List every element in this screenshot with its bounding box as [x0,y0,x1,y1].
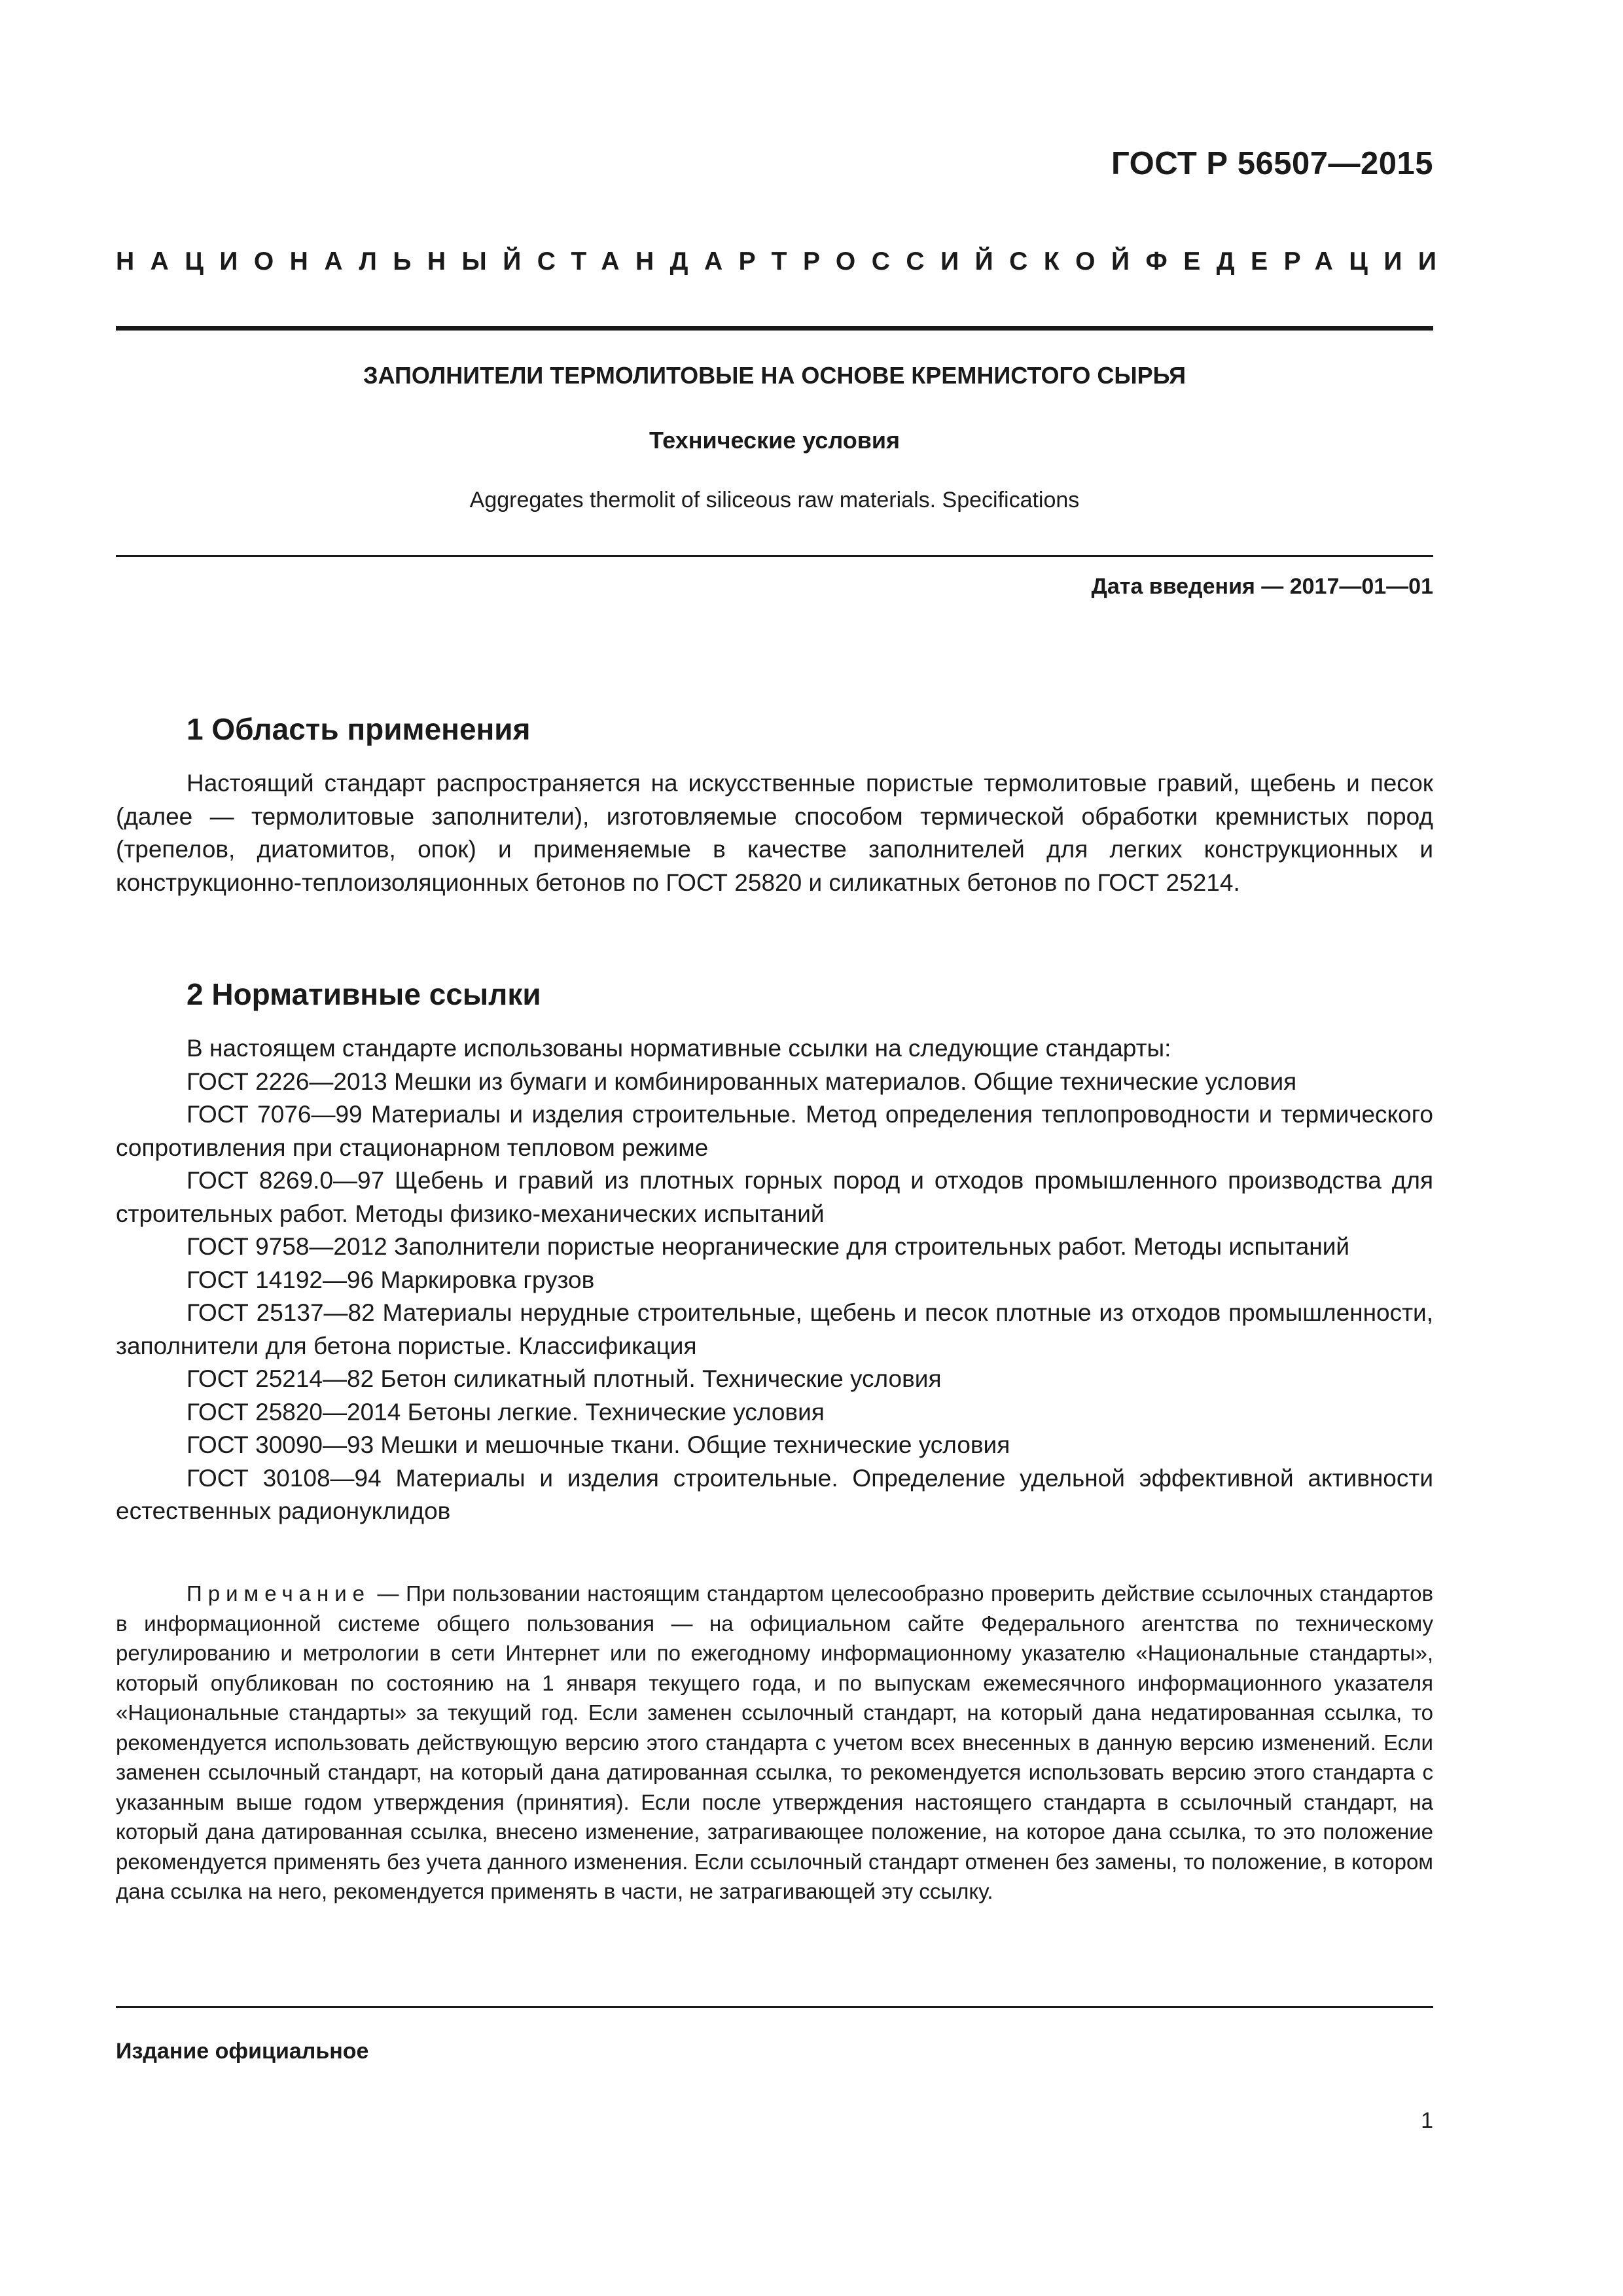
national-standard-word: СТАНДАРТ [537,247,803,276]
national-standard-word: РОССИЙСКОЙ [802,247,1146,276]
section-1-paragraph: Настоящий стандарт распространяется на искусственные пористые термолитовые гравий, щебень и песок (далее — термолитовые заполнители), изготовляемые способом термической обработки кремнистых пород (трепелов, диатомитов, опок) и применяемые в качестве заполнителей для легких конструкционных и конструкционно-теплоизоляционных бетонов по ГОСТ 25820 и силикатных бетонов по ГОСТ 25214. [116,770,1433,896]
document-page [116,0,1453,2296]
reference-item: ГОСТ 30108—94 Материалы и изделия строительные. Определение удельной эффективной активности естественных радионуклидов [116,1464,1433,1524]
reference-item: ГОСТ 7076—99 Материалы и изделия строительные. Метод определения теплопроводности и термического сопротивления при стационарном тепловом режиме [116,1101,1433,1161]
footer-divider [116,2006,1433,2008]
document-subtitle: Технические условия [649,427,901,454]
edition-label: Издание официальное [116,2039,369,2064]
reference-item: ГОСТ 2226—2013 Мешки из бумаги и комбинированных материалов. Общие технические условия [187,1067,1297,1095]
reference-item: ГОСТ 9758—2012 Заполнители пористые неорганические для строительных работ. Методы испытаний [187,1233,1350,1260]
references-list [116,1066,1433,1528]
national-standard-word: НАЦИОНАЛЬНЫЙ [116,247,537,276]
reference-item: ГОСТ 25214—82 Бетон силикатный плотный. Технические условия [187,1365,942,1392]
national-standard-word: ФЕДЕРАЦИИ [1145,247,1453,276]
reference-item: ГОСТ 14192—96 Маркировка грузов [187,1266,595,1293]
document-code: ГОСТ Р 56507—2015 [1111,146,1433,181]
national-standard-banner [116,247,1453,276]
section-1-heading: 1 Область применения [187,712,531,746]
title-divider [116,555,1433,557]
header-divider [116,326,1433,331]
page-number: 1 [1421,2108,1433,2133]
note-text: — При пользовании настоящим стандартом целесообразно проверить действие ссылочных стандартов в информационной системе общего пользования — на официальном сайте Федерального агентства по техническому регулированию и метрологии в сети Интернет или по ежегодному информационному указателю «Национальные стандарты», который опубликован по состоянию на 1 января текущего года, и по выпускам ежемесячного информационного указателя «Национальные стандарты» за текущий год. Если заменен ссылочный стандарт, на который дана недатированная ссылка, то рекомендуется использовать действующую версию этого стандарта с учетом всех внесенных в данную версию изменений. Если заменен ссылочный стандарт, на который дана датированная ссылка, то рекомендуется использовать версию этого стандарта с указанным выше годом утверждения (принятия). Если после утверждения настоящего стандарта в ссылочный стандарт, на который дана датированная ссылка, внесено изменение, затрагивающее положение, на которое дана ссылка, то это положение рекомендуется применять без учета данного изменения. Если ссылочный стандарт отменен без замены, то положение, в котором дана ссылка на него, рекомендуется применять в части, не затрагивающей эту ссылку. [116,1581,1433,1903]
document-title: ЗАПОЛНИТЕЛИ ТЕРМОЛИТОВЫЕ НА ОСНОВЕ КРЕМНИСТОГО СЫРЬЯ [363,362,1186,389]
introduction-date: Дата введения — 2017—01—01 [1091,574,1433,599]
note-block [116,1579,1433,1907]
reference-item: ГОСТ 25137—82 Материалы нерудные строительные, щебень и песок плотные из отходов промышленности, заполнители для бетона пористые. Классификация [116,1299,1433,1359]
note-label: Примечание [187,1581,371,1605]
references-intro: В настоящем стандарте использованы нормативные ссылки на следующие стандарты: [187,1035,1171,1062]
section-2-body [116,1032,1433,1528]
reference-item: ГОСТ 8269.0—97 Щебень и гравий из плотных горных пород и отходов промышленного производства для строительных работ. Методы физико-механических испытаний [116,1167,1433,1227]
document-english-title: Aggregates thermolit of siliceous raw materials. Specifications [469,488,1080,512]
section-2-heading: 2 Нормативные ссылки [187,977,541,1011]
section-1-body [116,767,1433,899]
reference-item: ГОСТ 25820—2014 Бетоны легкие. Технические условия [187,1398,825,1426]
reference-item: ГОСТ 30090—93 Мешки и мешочные ткани. Общие технические условия [187,1431,1010,1458]
